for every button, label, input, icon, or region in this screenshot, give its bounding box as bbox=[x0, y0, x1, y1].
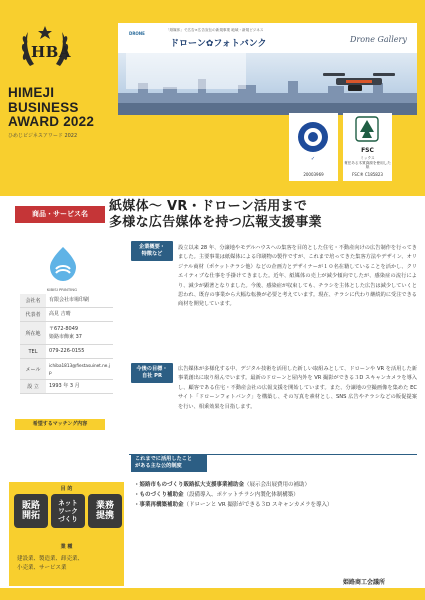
banner-brand: DRONE bbox=[129, 31, 145, 36]
table-row: メール ichiba1813@fiestasuinet.ne.jp bbox=[20, 359, 113, 380]
iso-certificate bbox=[289, 113, 338, 181]
purpose-tag-sales: 販路 開拓 bbox=[14, 494, 48, 528]
award-logo-text: HBA bbox=[31, 43, 71, 61]
footer-organization: 姫路商工会議所 bbox=[343, 579, 386, 586]
svg-text:✓: ✓ bbox=[310, 156, 316, 162]
drone-photo-banner bbox=[118, 23, 417, 115]
matching-label: 希望するマッチング内容 bbox=[15, 419, 105, 430]
list-item: ・ものづくり補助金（設備導入、ポケットチラシ内製化体制構築） bbox=[134, 492, 299, 498]
page-title: 紙媒体～ VR・ドローン活用まで 多様な広告媒体を持つ広報支援事業 bbox=[109, 199, 322, 230]
iso-number: 20003969 bbox=[303, 172, 324, 177]
purpose-tag-network: ネット ワーク づくり bbox=[51, 494, 85, 528]
table-row: 代表者 高見 吉晴 bbox=[20, 308, 113, 322]
category-label: 商品・サービス名 bbox=[15, 206, 105, 223]
award-subtitle: ひめじビジネスアワード 2022 bbox=[8, 133, 78, 139]
banner-tagline: 「紙媒体」で広告×広告宣伝の新規事業 地域・新規ビジネス bbox=[166, 28, 264, 32]
fsc-tree-icon bbox=[343, 113, 392, 145]
goals-text: 広告媒体が多様化する中、デジタル技術を活用した新しい取組みとして、ドローンや VR を活用した新事業創出に取り組んでいます。最新のドローンと屋内外を VR 撮影ができる３D スキャンカメラを導入し、顧客である住宅・不動産会社の広報支援を開始しています。また、分譲地の空撮画像を集めた EC サイト「ドローンフォトバンク」を構築し、その写真を素材とし、SNS 広告やチラシなどの販促提案を行い、相乗効果を目指します。 bbox=[178, 366, 417, 410]
fsc-code: FSC® C185823 bbox=[352, 172, 383, 177]
table-row: 会社名 有限会社市場印刷 bbox=[20, 294, 113, 308]
company-logo-icon bbox=[44, 245, 82, 285]
purpose-heading: 目 的 bbox=[60, 486, 73, 492]
iso-mark-icon bbox=[289, 113, 338, 167]
banner-signature: Drone Gallery bbox=[350, 35, 407, 44]
list-item: ・事業再構築補助金（ドローンと VR 撮影ができる３D スキャンカメラを導入） bbox=[134, 502, 333, 508]
overview-text: 設立以来 28 年、分譲地やモデルハウスへの集客を目的とした住宅・不動産向けの広告制作を行ってきました。主要事業は紙媒体による印刷物の製作ですが、これまで培ってきた集客方法やデザイン、オリジナル商材（ポケットチラシ他）などの企画力とデザイナーが１０名在籍していることを活かし、クリエイティブな仕事を手掛けてきました。近年、紙媒体の売上が減少傾向でしたが、感染症の流行により、減少が顕著となりました。今後、感染症が収束しても、チラシを主体とした広告は減少していくと思われ、既存の事業から大幅な転換が必要と考えています。現在、チラシに代わり継続的に受注できる商材を開発しています。 bbox=[178, 245, 417, 308]
banner-title: ドローン✿フォトバンク bbox=[170, 39, 267, 49]
company-info-table bbox=[20, 294, 113, 394]
list-item: ・姫路市ものづくり販路拡大支援事業補助金（展示会出展費用の補助） bbox=[134, 482, 311, 488]
table-row: 設 立 1993 年 3 月 bbox=[20, 380, 113, 394]
industry-heading: 業 種 bbox=[60, 544, 73, 550]
public-programs-list bbox=[134, 480, 332, 510]
footer-band bbox=[0, 588, 425, 600]
table-row: 所在地 〒672-8049 姫路市飾東 37 bbox=[20, 322, 113, 345]
fsc-mix: ミックス 責任ある木質資源を使用した紙 bbox=[344, 156, 391, 169]
goals-label: 今後の目標・ 自社 PR bbox=[131, 363, 173, 383]
public-programs-label: これまでに活用したこと がある主な公的制度 bbox=[131, 454, 207, 472]
fsc-certificate bbox=[343, 113, 392, 181]
award-title: HIMEJI BUSINESS AWARD 2022 bbox=[8, 85, 95, 129]
fsc-label: FSC bbox=[361, 147, 374, 154]
table-row: TEL 079-226-0155 bbox=[20, 345, 113, 359]
overview-label: 企業概要・ 特徴など bbox=[131, 241, 173, 261]
industry-text: 建設業、製造業、卸売業、 小売業、サービス業 bbox=[17, 556, 84, 571]
company-logo-text: KIBISI PRINTING bbox=[46, 287, 78, 292]
purpose-tag-partnership: 業務 提携 bbox=[88, 494, 122, 528]
